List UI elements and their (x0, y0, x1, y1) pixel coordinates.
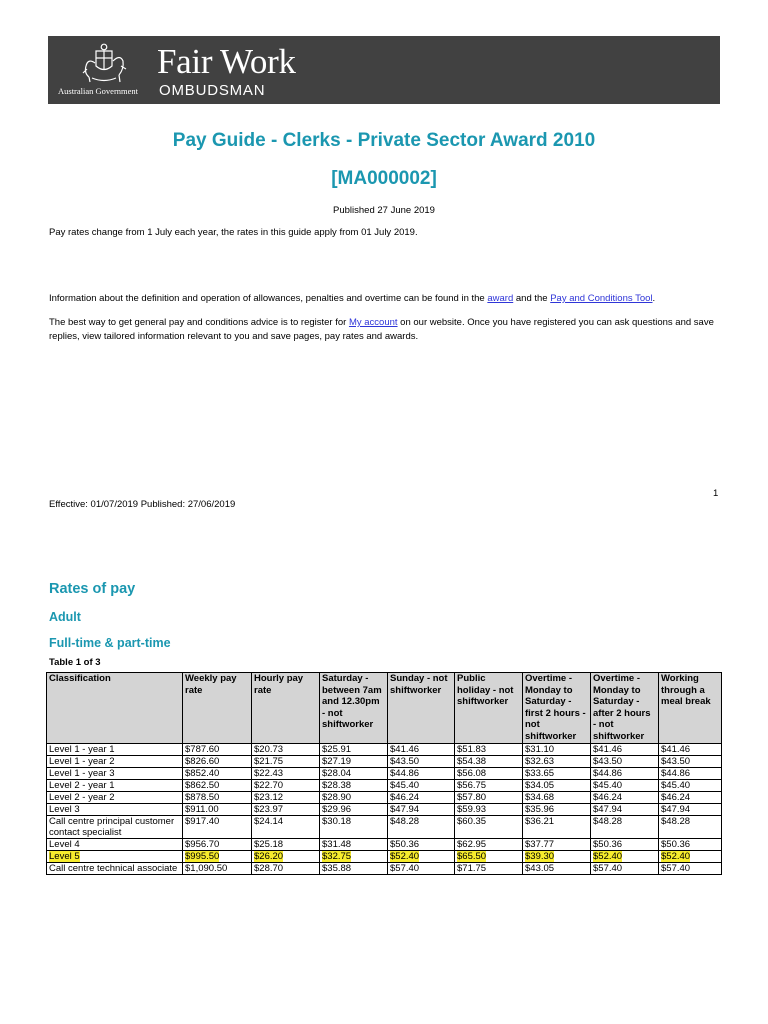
header-overtime-after-2-hours: Overtime - Monday to Saturday - after 2 hours - not shiftworker (591, 673, 659, 744)
cell-text: $28.70 (254, 863, 284, 874)
cell-text: $26.20 (254, 851, 284, 862)
cell-text: $34.05 (525, 780, 555, 791)
adult-heading: Adult (49, 610, 81, 624)
rate-cell (183, 792, 252, 804)
table-row (47, 756, 722, 768)
fair-work-title: Fair Work (157, 42, 296, 81)
rate-cell (523, 792, 591, 804)
cell-text: $787.60 (185, 744, 220, 755)
rate-cell (388, 804, 455, 816)
cell-text: $28.38 (322, 780, 352, 791)
award-link[interactable]: award (487, 293, 514, 304)
table-row (47, 780, 722, 792)
cell-text: $22.70 (254, 780, 284, 791)
rate-cell (320, 792, 388, 804)
rate-cell (591, 780, 659, 792)
rate-cell (388, 744, 455, 756)
rate-cell (183, 780, 252, 792)
rate-cell (320, 768, 388, 780)
cell-text: Level 4 (49, 839, 80, 850)
cell-text: $36.21 (525, 816, 555, 827)
rate-cell (388, 839, 455, 851)
cell-text: $32.75 (322, 851, 352, 862)
rate-cell (183, 863, 252, 875)
table-row (47, 816, 722, 839)
cell-text: $57.40 (593, 863, 623, 874)
cell-text: $71.75 (457, 863, 487, 874)
cell-text: $44.86 (593, 768, 623, 779)
cell-text: $50.36 (593, 839, 623, 850)
pay-rates-table (46, 672, 722, 875)
cell-text: $57.40 (390, 863, 420, 874)
cell-text: $57.40 (661, 863, 691, 874)
info-text-start: Information about the definition and operation of allowances, penalties and overtime can be found in the (49, 293, 488, 304)
cell-text: $48.28 (593, 816, 623, 827)
cell-text: $43.50 (593, 756, 623, 767)
rate-cell (388, 756, 455, 768)
rate-cell (455, 839, 523, 851)
rate-cell (591, 816, 659, 839)
header-public-holiday: Public holiday - not shiftworker (455, 673, 523, 744)
info-text-mid: and the (513, 293, 551, 304)
rate-cell (659, 851, 722, 863)
cell-text: $33.65 (525, 768, 555, 779)
rate-cell (388, 851, 455, 863)
table-row (47, 804, 722, 816)
table-row (47, 839, 722, 851)
rate-cell (183, 804, 252, 816)
rate-cell (659, 756, 722, 768)
cell-text: $52.40 (661, 851, 691, 862)
rate-cell (183, 768, 252, 780)
rate-cell (455, 863, 523, 875)
cell-text: $57.80 (457, 792, 487, 803)
rate-cell (659, 744, 722, 756)
rate-cell (659, 804, 722, 816)
advice-paragraph (49, 316, 725, 343)
rate-cell (523, 863, 591, 875)
cell-text: $46.24 (593, 792, 623, 803)
rate-cell (320, 863, 388, 875)
rate-cell (659, 780, 722, 792)
rate-cell (591, 768, 659, 780)
cell-text: $65.50 (457, 851, 487, 862)
cell-text: $43.50 (661, 756, 691, 767)
rate-cell (183, 744, 252, 756)
rate-cell (523, 816, 591, 839)
advice-text-start: The best way to get general pay and conditions advice is to register for (49, 317, 349, 328)
classification-cell (47, 804, 183, 816)
rate-cell (320, 804, 388, 816)
table-body (47, 744, 722, 875)
classification-cell (47, 780, 183, 792)
rate-cell (252, 839, 320, 851)
rate-cell (455, 780, 523, 792)
cell-text: $23.97 (254, 804, 284, 815)
rate-cell (523, 756, 591, 768)
document-title: Pay Guide - Clerks - Private Sector Award 2010 (172, 130, 596, 151)
cell-text: $44.86 (390, 768, 420, 779)
rate-cell (591, 804, 659, 816)
cell-text: $826.60 (185, 756, 220, 767)
header-classification: Classification (47, 673, 183, 744)
cell-text: $25.91 (322, 744, 352, 755)
cell-text: $29.96 (322, 804, 352, 815)
cell-text: $47.94 (661, 804, 691, 815)
pay-conditions-tool-link[interactable]: Pay and Conditions Tool (550, 293, 653, 304)
cell-text: $41.46 (593, 744, 623, 755)
header-saturday: Saturday - between 7am and 12.30pm - not shiftworker (320, 673, 388, 744)
cell-text: $56.75 (457, 780, 487, 791)
cell-text: $23.12 (254, 792, 284, 803)
header-sunday: Sunday - not shiftworker (388, 673, 455, 744)
rate-cell (252, 863, 320, 875)
coat-of-arms-icon (77, 42, 131, 84)
cell-text: $50.36 (661, 839, 691, 850)
cell-text: $50.36 (390, 839, 420, 850)
cell-text: Level 1 - year 1 (49, 744, 115, 755)
cell-text: $52.40 (593, 851, 623, 862)
table-row (47, 792, 722, 804)
cell-text: Level 2 - year 2 (49, 792, 115, 803)
info-paragraph (49, 292, 725, 306)
page-number: 1 (713, 488, 719, 499)
classification-cell (47, 756, 183, 768)
cell-text: $59.93 (457, 804, 487, 815)
cell-text: $25.18 (254, 839, 284, 850)
header-meal-break: Working through a meal break (659, 673, 722, 744)
cell-text: $43.50 (390, 756, 420, 767)
cell-text: $20.73 (254, 744, 284, 755)
cell-text: $34.68 (525, 792, 555, 803)
rate-cell (591, 744, 659, 756)
cell-text: $956.70 (185, 839, 220, 850)
cell-text: $44.86 (661, 768, 691, 779)
rate-cell (591, 792, 659, 804)
rate-cell (320, 839, 388, 851)
table-row (47, 744, 722, 756)
cell-text: Level 1 - year 2 (49, 756, 115, 767)
cell-text: $39.30 (525, 851, 555, 862)
rate-cell (320, 816, 388, 839)
rate-cell (659, 792, 722, 804)
classification-cell (47, 851, 183, 863)
rate-cell (252, 756, 320, 768)
rate-cell (523, 780, 591, 792)
rate-cell (659, 839, 722, 851)
rate-cell (388, 816, 455, 839)
effective-published-footer: Effective: 01/07/2019 Published: 27/06/2019 (49, 499, 236, 510)
cell-text: Level 2 - year 1 (49, 780, 115, 791)
rate-cell (523, 851, 591, 863)
cell-text: $28.90 (322, 792, 352, 803)
cell-text: $30.18 (322, 816, 352, 827)
cell-text: $43.05 (525, 863, 555, 874)
table-row (47, 768, 722, 780)
rate-cell (591, 839, 659, 851)
rate-cell (523, 839, 591, 851)
rate-cell (591, 863, 659, 875)
cell-text: $24.14 (254, 816, 284, 827)
cell-text: $51.83 (457, 744, 487, 755)
cell-text: $28.04 (322, 768, 352, 779)
rate-cell (455, 768, 523, 780)
rate-cell (388, 780, 455, 792)
rate-cell (320, 756, 388, 768)
cell-text: $35.96 (525, 804, 555, 815)
cell-text: $1,090.50 (185, 863, 228, 874)
cell-text: Level 3 (49, 804, 80, 815)
rate-cell (183, 839, 252, 851)
rates-change-note: Pay rates change from 1 July each year, the rates in this guide apply from 01 July 2019. (49, 227, 418, 238)
classification-cell (47, 768, 183, 780)
cell-text: $45.40 (593, 780, 623, 791)
rate-cell (320, 744, 388, 756)
cell-text: $37.77 (525, 839, 555, 850)
cell-text: $62.95 (457, 839, 487, 850)
rate-cell (659, 816, 722, 839)
cell-text: $27.19 (322, 756, 352, 767)
cell-text: $31.10 (525, 744, 555, 755)
cell-text: $22.43 (254, 768, 284, 779)
header-hourly-pay-rate: Hourly pay rate (252, 673, 320, 744)
classification-cell (47, 863, 183, 875)
cell-text: $54.38 (457, 756, 487, 767)
rate-cell (455, 744, 523, 756)
rate-cell (591, 851, 659, 863)
published-date: Published 27 June 2019 (333, 205, 435, 216)
rate-cell (320, 780, 388, 792)
cell-text: $911.00 (185, 804, 219, 815)
rate-cell (659, 768, 722, 780)
cell-text: $862.50 (185, 780, 220, 791)
ombudsman-subtitle: OMBUDSMAN (159, 82, 266, 99)
rate-cell (455, 792, 523, 804)
cell-text: $47.94 (390, 804, 420, 815)
rate-cell (591, 756, 659, 768)
advice-text-end: on our website. Once you have registered you can ask questions and save replies, view tailored information relevant to you and save pages, pay rates and awards. (49, 317, 714, 342)
cell-text: $21.75 (254, 756, 284, 767)
rate-cell (252, 804, 320, 816)
cell-text: Level 1 - year 3 (49, 768, 115, 779)
cell-text: $60.35 (457, 816, 487, 827)
cell-text: $31.48 (322, 839, 352, 850)
header-overtime-first-2-hours: Overtime - Monday to Saturday - first 2 hours - not shiftworker (523, 673, 591, 744)
table-header-row (47, 673, 722, 744)
info-text-end: . (652, 293, 656, 304)
table-row (47, 851, 722, 863)
rate-cell (320, 851, 388, 863)
my-account-link[interactable]: My account (348, 317, 398, 328)
cell-text: $48.28 (661, 816, 691, 827)
rate-cell (523, 804, 591, 816)
rate-cell (455, 756, 523, 768)
classification-cell (47, 839, 183, 851)
classification-cell (47, 744, 183, 756)
header-weekly-pay-rate: Weekly pay rate (183, 673, 252, 744)
rate-cell (252, 816, 320, 839)
rate-cell (455, 816, 523, 839)
rate-cell (388, 863, 455, 875)
cell-text: $45.40 (390, 780, 420, 791)
rate-cell (183, 816, 252, 839)
cell-text: $46.24 (661, 792, 691, 803)
cell-text: $48.28 (390, 816, 420, 827)
rate-cell (455, 851, 523, 863)
rate-cell (388, 792, 455, 804)
rate-cell (659, 863, 722, 875)
fair-work-banner (48, 36, 720, 104)
cell-text: $917.40 (185, 816, 220, 827)
table-row (47, 863, 722, 875)
cell-text: $52.40 (390, 851, 420, 862)
full-time-part-time-heading: Full-time & part-time (49, 636, 171, 650)
rate-cell (523, 744, 591, 756)
award-code: [MA000002] (331, 168, 437, 189)
table-caption: Table 1 of 3 (49, 657, 101, 668)
rates-of-pay-heading: Rates of pay (49, 581, 136, 597)
government-label: Australian Government (58, 86, 139, 96)
cell-text: $995.50 (185, 851, 220, 862)
rate-cell (252, 780, 320, 792)
cell-text: $852.40 (185, 768, 220, 779)
rate-cell (252, 792, 320, 804)
rate-cell (388, 768, 455, 780)
rate-cell (183, 851, 252, 863)
cell-text: Level 5 (49, 851, 80, 862)
rate-cell (252, 851, 320, 863)
cell-text: $56.08 (457, 768, 487, 779)
cell-text: $878.50 (185, 792, 220, 803)
cell-text: $45.40 (661, 780, 691, 791)
cell-text: $47.94 (593, 804, 623, 815)
rate-cell (523, 768, 591, 780)
cell-text: $46.24 (390, 792, 420, 803)
cell-text: Call centre principal customer contact specialist (49, 816, 175, 838)
cell-text: $41.46 (390, 744, 420, 755)
rate-cell (252, 744, 320, 756)
rate-cell (183, 756, 252, 768)
cell-text: Call centre technical associate (49, 863, 178, 874)
rate-cell (455, 804, 523, 816)
rate-cell (252, 768, 320, 780)
classification-cell (47, 792, 183, 804)
cell-text: $41.46 (661, 744, 691, 755)
cell-text: $32.63 (525, 756, 555, 767)
cell-text: $35.88 (322, 863, 352, 874)
classification-cell (47, 816, 183, 839)
